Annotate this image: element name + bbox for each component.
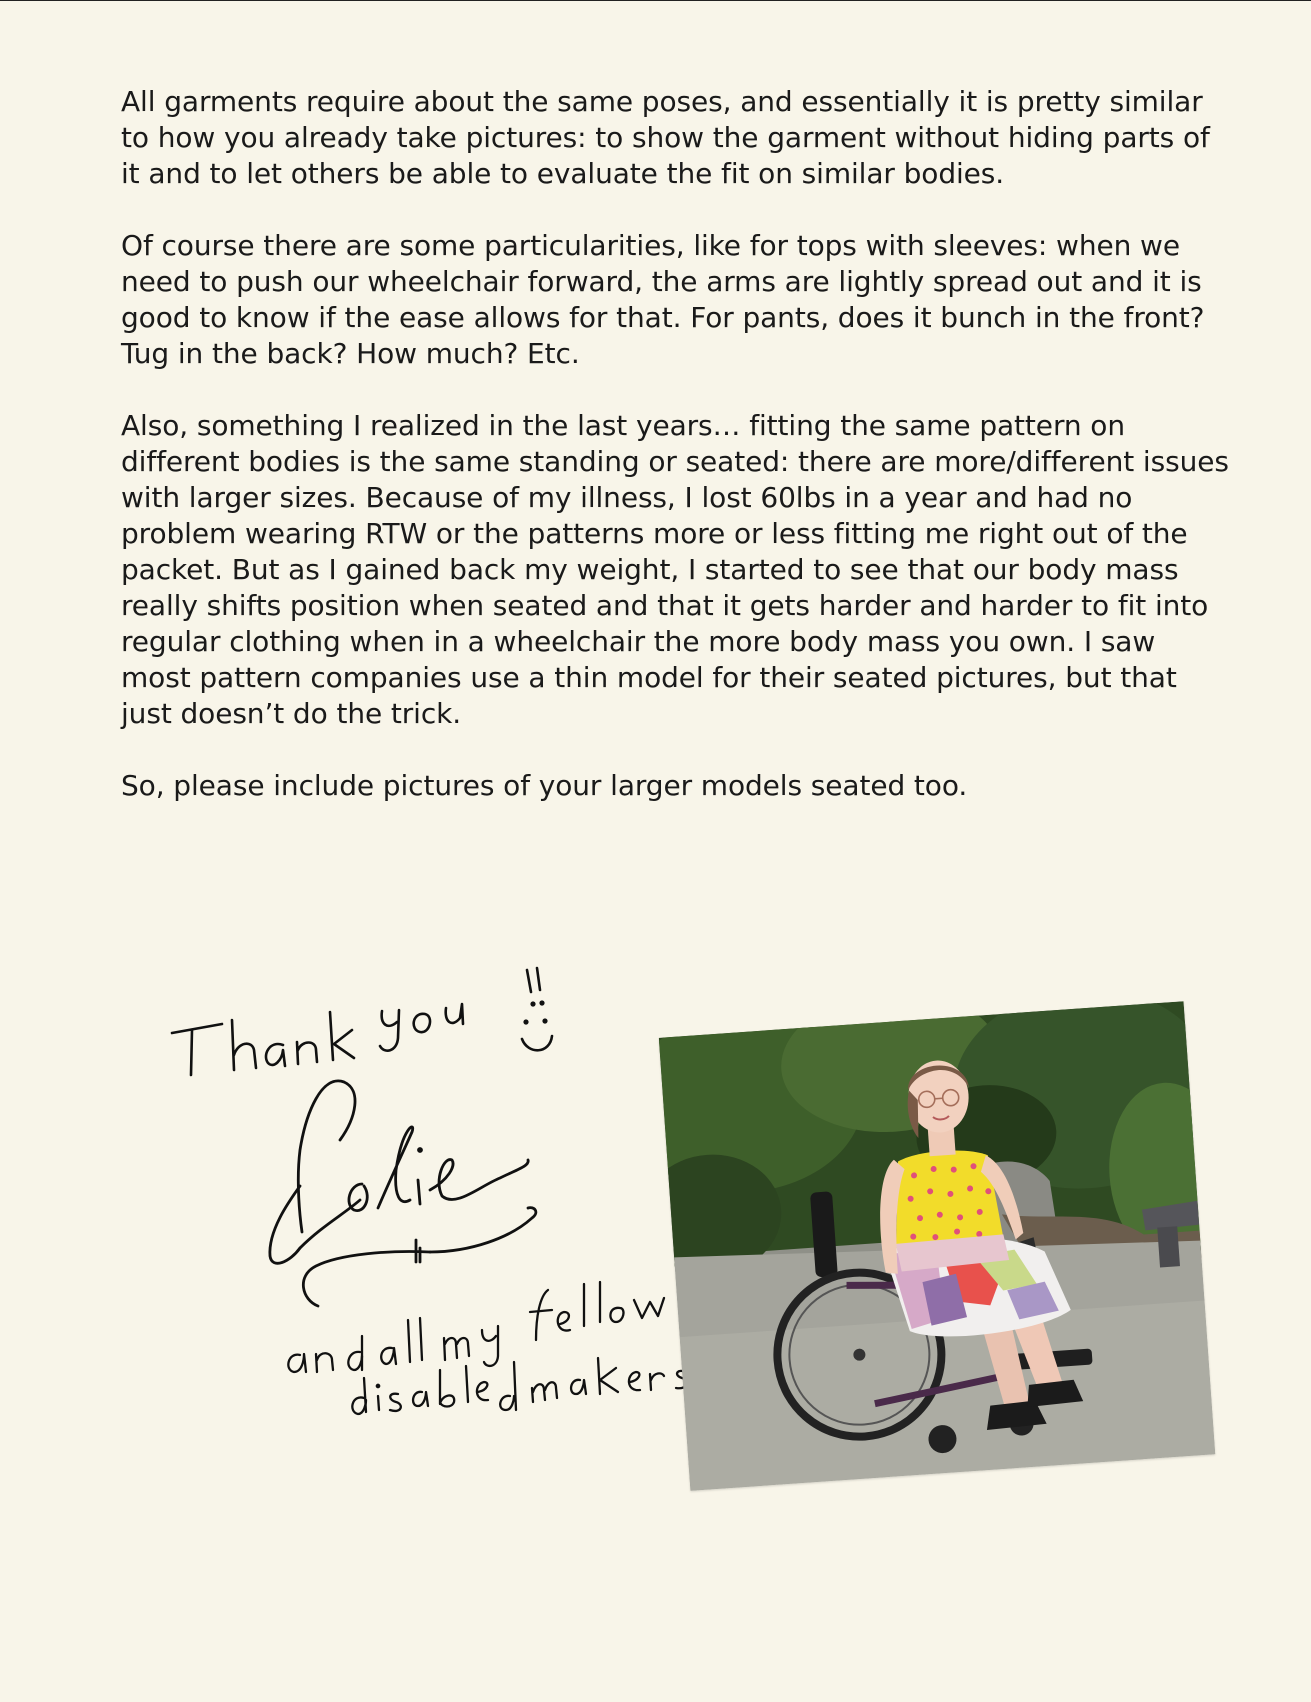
- handwritten-closing: [288, 1282, 699, 1414]
- paragraph-particularities: Of course there are some particularities, like for tops with sleeves: when we need to push our wheelchair forward, the arms are lightly spread out and it is good to know if the ease allows for that. For pants, does it bunch in the front? Tug in the back? How much? Etc.: [121, 229, 1205, 370]
- handwritten-signoff: [0, 0, 700, 1450]
- paragraph-request: So, please include pictures of your larger models seated too.: [121, 769, 968, 802]
- paragraph-body-mass: Also, something I realized in the last years… fitting the same pattern on different bodies is the same standing or seated: there are more/different issues with larger sizes. Because of my illness, I lost 60lbs in a year and had no problem wearing RTW or the patterns more or less fitting me right out of the packet. But as I gained back my weight, I started to see that our body mass really shifts position when seated and that it gets harder and harder to fit into regular clothing when in a wheelchair the more body mass you own. I saw most pattern companies use a thin model for their seated pictures, but that just doesn’t do the trick.: [121, 409, 1229, 730]
- handwritten-thank-you: [172, 968, 552, 1075]
- handwritten-signature: [270, 1081, 536, 1306]
- photo-illustration: [659, 1001, 1215, 1491]
- photo-woman-in-wheelchair: [659, 1001, 1215, 1491]
- paragraph-poses: All garments require about the same poses, and essentially it is pretty similar to how you already take pictures: to show the garment without hiding parts of it and to let others be able to evaluate the fit on similar bodies.: [121, 85, 1210, 190]
